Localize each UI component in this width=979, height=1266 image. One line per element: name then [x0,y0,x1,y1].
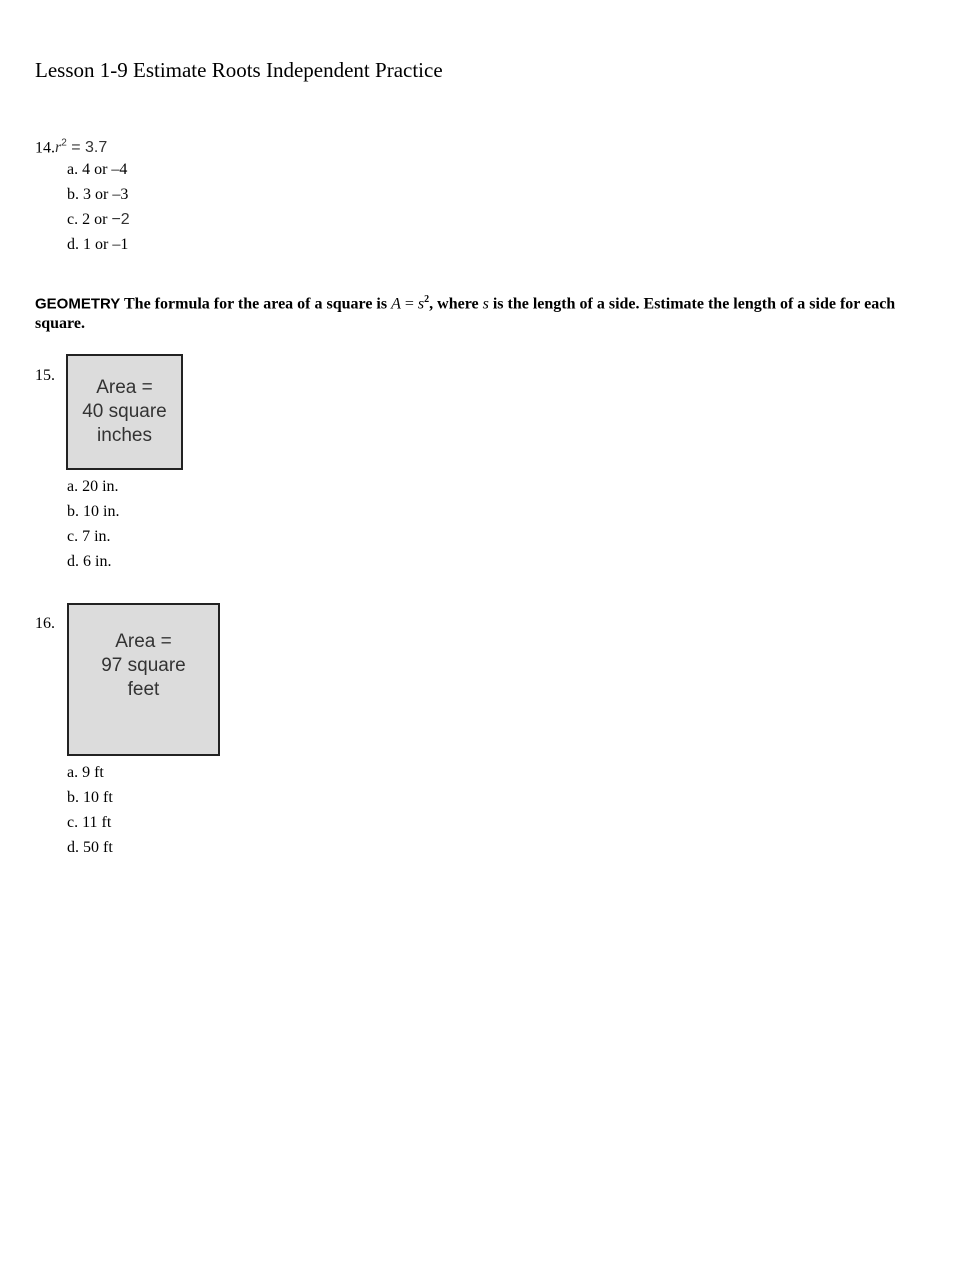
formula-equals: = [400,295,418,313]
answer-choice[interactable] [67,207,130,232]
figure-label: inches [97,425,152,446]
choice-text-tail: −2 [111,211,130,228]
answer-choice[interactable] [67,182,130,207]
question-16-number: 16. [35,615,55,632]
choice-text: b. 3 or –3 [67,186,129,203]
choice-text: d. 1 or –1 [67,236,129,253]
answer-choice[interactable]: b. 10 ft [67,789,113,806]
equation-variable: r [55,139,62,157]
equation-exponent: 2 [61,138,67,149]
figure-label: feet [127,678,160,700]
question-14 [35,138,107,157]
answer-choice[interactable]: c. 11 ft [67,814,112,831]
question-14-choices [67,157,130,257]
formula-side-var: s [417,295,425,313]
figure-label: 40 square [82,401,167,422]
figure-label: 97 square [101,654,186,676]
instructions-variable: s [482,295,489,313]
equation-value: = 3.7 [66,139,108,157]
instructions-text: is the length of a side. Estimate the length of a side for each square. [35,295,896,333]
formula-exponent: 2 [424,294,430,305]
page-title: Lesson 1-9 Estimate Roots Independent Practice [35,58,443,82]
square-figure-97 [67,603,220,756]
square-figure-40 [66,354,183,470]
choice-text: c. 2 or [67,211,112,228]
answer-choice[interactable] [67,157,130,182]
formula-area-var: A [391,295,401,313]
answer-choice[interactable]: c. 7 in. [67,528,111,545]
answer-choice[interactable]: d. 6 in. [67,553,112,570]
instructions-text: , where [429,295,483,313]
instructions-tag: GEOMETRY [35,295,121,313]
answer-choice[interactable] [67,232,130,257]
geometry-instructions [35,290,935,334]
answer-choice[interactable]: a. 20 in. [67,478,119,495]
question-15-choices [67,474,119,574]
figure-label: Area = [115,630,172,652]
instructions-text: The formula for the area of a square is [120,295,392,313]
answer-choice[interactable]: a. 9 ft [67,764,104,781]
question-16-choices [67,760,113,860]
choice-text: a. 4 or –4 [67,161,128,178]
answer-choice[interactable]: b. 10 in. [67,503,120,520]
question-15-number: 15. [35,367,55,384]
question-number: 14. [35,139,55,157]
figure-label: Area = [96,377,153,398]
equation [55,139,107,156]
answer-choice[interactable]: d. 50 ft [67,839,113,856]
